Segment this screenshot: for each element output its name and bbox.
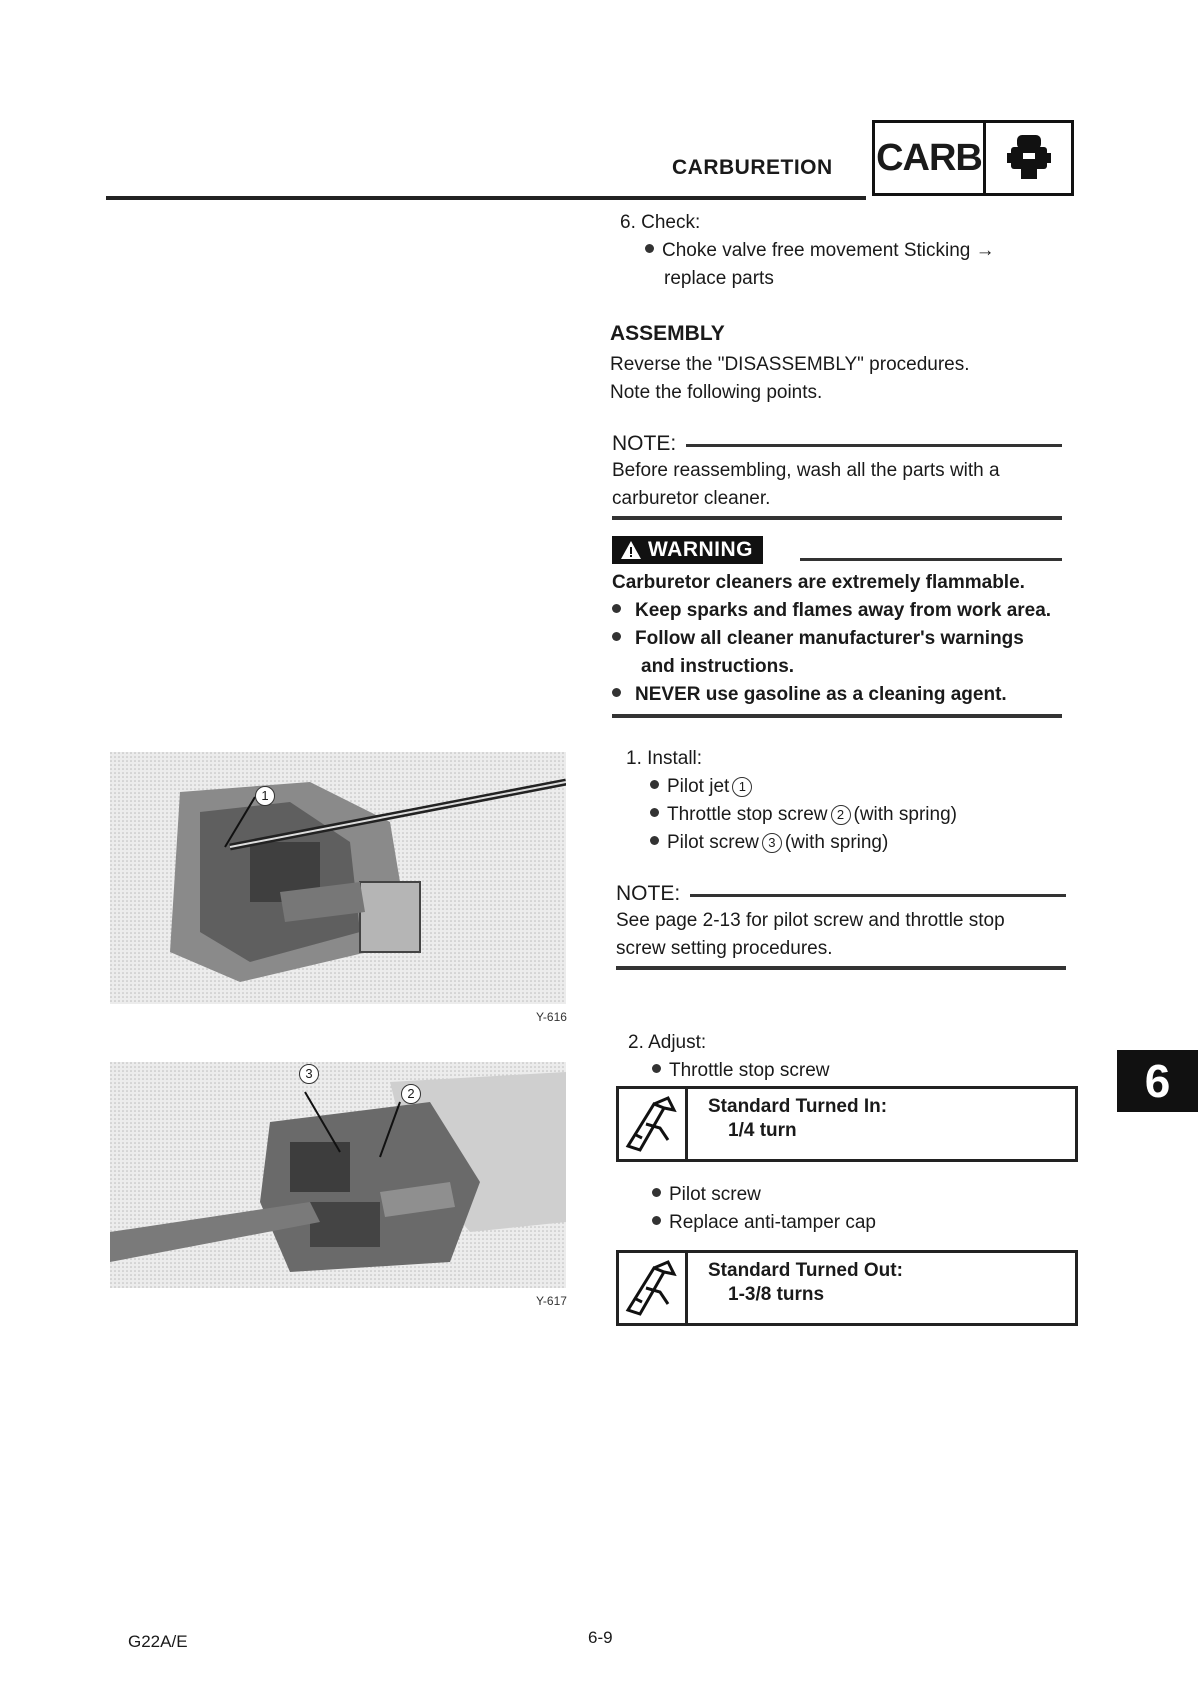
spec-turned-in-value: 1/4 turn xyxy=(728,1120,797,1141)
figure-carburetor-screws xyxy=(110,1062,566,1288)
bullet-dot xyxy=(650,780,659,789)
adjust-item-2-text: Pilot screw xyxy=(669,1184,761,1205)
callout-marker: 3 xyxy=(762,833,782,853)
chapter-tab: 6 xyxy=(1117,1050,1198,1112)
warning-headline: Carburetor cleaners are extremely flammable. xyxy=(612,572,1025,593)
note2-end-rule xyxy=(616,966,1066,970)
warning-badge xyxy=(612,536,763,564)
footer-model: G22A/E xyxy=(128,1632,188,1651)
bullet-dot xyxy=(612,604,621,613)
spec-turned-out-text xyxy=(688,1253,903,1323)
warning-end-rule xyxy=(612,714,1062,718)
note1-end-rule xyxy=(612,516,1062,520)
warning-label: WARNING xyxy=(648,538,753,561)
caliper-icon xyxy=(619,1089,688,1159)
bullet-dot xyxy=(612,688,621,697)
note2-line1: See page 2-13 for pilot screw and throttle stop xyxy=(616,910,1005,931)
note1-label: NOTE: xyxy=(612,432,677,455)
spec-turned-out-value: 1-3/8 turns xyxy=(728,1284,825,1305)
assembly-title: ASSEMBLY xyxy=(610,322,725,345)
install-item-2-text: Throttle stop screw xyxy=(667,804,828,825)
callout-marker: 1 xyxy=(732,777,752,797)
note2-rule xyxy=(690,894,1066,897)
figure2-callout-3: 3 xyxy=(299,1064,319,1084)
adjust-item-3-text: Replace anti-tamper cap xyxy=(669,1212,876,1233)
section-title: CARBURETION xyxy=(672,156,833,179)
adjust-item-2 xyxy=(652,1180,761,1209)
figure1-code: Y-616 xyxy=(536,1010,567,1024)
warning-item-1 xyxy=(612,596,1051,625)
install-heading: 1. Install: xyxy=(626,748,703,769)
caliper-icon xyxy=(619,1253,688,1323)
install-item-2-suffix: (with spring) xyxy=(853,804,957,825)
adjust-item-1-text: Throttle stop screw xyxy=(669,1060,830,1081)
step6-heading: 6. Check: xyxy=(620,212,701,233)
step6-bullet-cont: replace parts xyxy=(664,268,774,289)
figure2-callout-2: 2 xyxy=(401,1084,421,1104)
figure2-code: Y-617 xyxy=(536,1294,567,1308)
install-item-1 xyxy=(650,772,755,801)
note1-rule xyxy=(686,444,1062,447)
warning-item-3-text: NEVER use gasoline as a cleaning agent. xyxy=(635,684,1007,705)
warning-item-2 xyxy=(612,624,1024,653)
install-item-1-text: Pilot jet xyxy=(667,776,730,797)
warning-item-3 xyxy=(612,680,1007,709)
spec-turned-out-label: Standard Turned Out: xyxy=(708,1260,903,1281)
warning-rule xyxy=(800,558,1062,561)
step6-bullet-text: Choke valve free movement Sticking → xyxy=(662,240,995,261)
bullet-dot xyxy=(612,632,621,641)
bullet-dot xyxy=(652,1216,661,1225)
bullet-dot xyxy=(652,1064,661,1073)
header-rule xyxy=(106,196,866,200)
warning-item-2-text: Follow all cleaner manufacturer's warnings xyxy=(635,628,1024,649)
install-item-3-text: Pilot screw xyxy=(667,832,759,853)
install-item-3-suffix: (with spring) xyxy=(784,832,889,853)
install-item-2 xyxy=(650,800,957,829)
figure1-callout-1: 1 xyxy=(255,786,275,806)
note2-label: NOTE: xyxy=(616,882,681,905)
warning-item-1-text: Keep sparks and flames away from work area. xyxy=(635,600,1052,621)
note1-line1: Before reassembling, wash all the parts with a xyxy=(612,460,1000,481)
note1-line2: carburetor cleaner. xyxy=(612,488,771,509)
spec-turned-in-text xyxy=(688,1089,887,1159)
callout-marker: 2 xyxy=(831,805,851,825)
assembly-line1: Reverse the "DISASSEMBLY" procedures. xyxy=(610,354,970,375)
warning-item-2-cont: and instructions. xyxy=(641,656,795,677)
note2-line2: screw setting procedures. xyxy=(616,938,833,959)
adjust-heading: 2. Adjust: xyxy=(628,1032,707,1053)
adjust-item-1 xyxy=(652,1056,830,1085)
adjust-item-3 xyxy=(652,1208,876,1237)
bullet-dot xyxy=(652,1188,661,1197)
assembly-line2: Note the following points. xyxy=(610,382,823,403)
warning-triangle-icon xyxy=(620,540,642,560)
figure-carburetor-pilot-jet xyxy=(110,752,566,1004)
carb-badge xyxy=(872,120,1074,196)
bullet-dot xyxy=(650,808,659,817)
spec-box-turned-in xyxy=(616,1086,1078,1162)
spec-turned-in-label: Standard Turned In: xyxy=(708,1096,888,1117)
spec-box-turned-out xyxy=(616,1250,1078,1326)
bullet-dot xyxy=(650,836,659,845)
step6-bullet xyxy=(645,236,995,265)
carb-badge-label: CARB xyxy=(875,123,986,193)
carburetor-icon xyxy=(986,123,1071,193)
footer-page-number: 6-9 xyxy=(588,1628,613,1647)
install-item-3 xyxy=(650,828,888,857)
bullet-dot xyxy=(645,244,654,253)
